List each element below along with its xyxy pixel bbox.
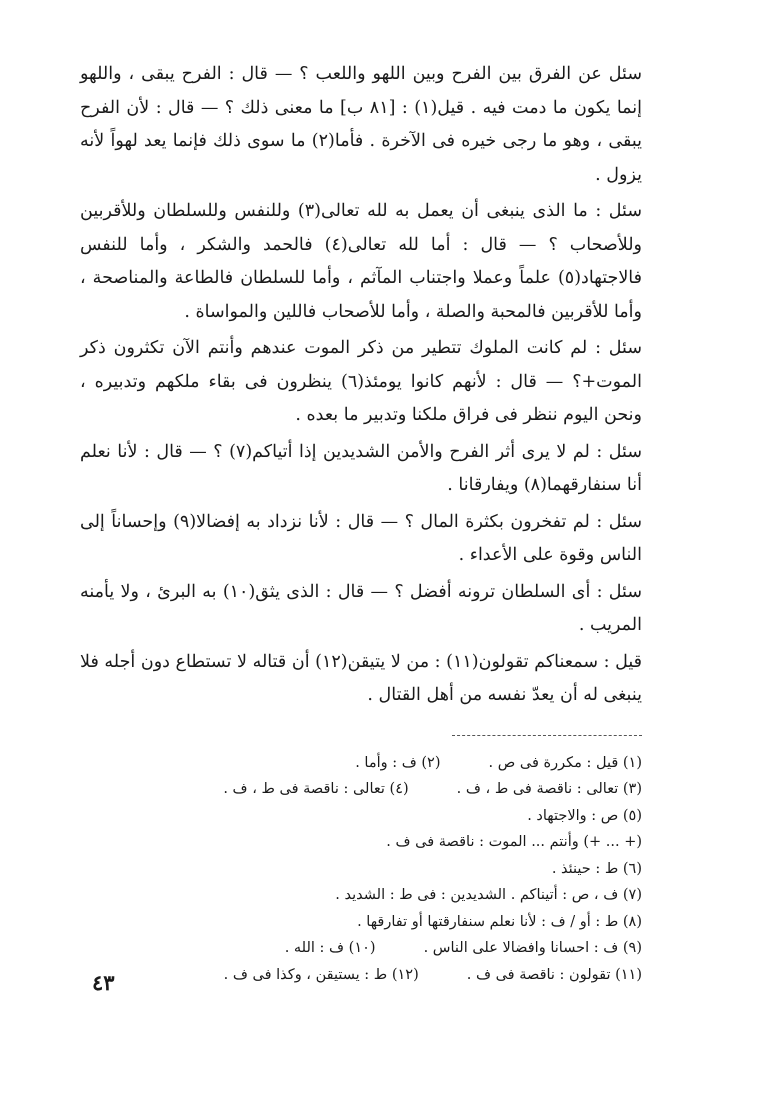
footnote: (١٠) ف : الله .: [284, 940, 376, 956]
footnote: (٩) ف : احسانا وافضالا على الناس .: [423, 940, 642, 956]
footnote: (٤) تعالى : ناقصة فى ط ، ف .: [223, 781, 409, 797]
footnote-line: [80, 856, 642, 883]
page-number: ٤٣: [92, 970, 115, 995]
footnote-line: [80, 962, 642, 989]
footnote: (٧) ف ، ص : أتيناكم . الشديدين : فى ط : الشديد .: [335, 887, 642, 903]
footnote-line: [80, 882, 642, 909]
footnotes: [80, 750, 642, 989]
footnote: (٨) ط : أو / ف : لأنا نعلم سنفارقتها أو تفارقها .: [357, 913, 642, 930]
footnote-line: [80, 909, 642, 936]
footnote: (٦) ط : حينئذ .: [551, 860, 642, 877]
footnote: (١) قيل : مكررة فى ص .: [488, 754, 642, 771]
paragraph: قيل : سمعناكم تقولون(١١) : من لا يتيقن(١٢) أن قتاله لا تستطاع دون أجله فلا ينبغى له أن يعدّ نفسه من أهل القتال .: [80, 651, 642, 705]
footnote: (+ ... +) وأنتم ... الموت : ناقصة فى ف .: [386, 834, 642, 850]
footnote: (١١) تقولون : ناقصة فى ف .: [466, 966, 642, 983]
paragraph: سئل : لم كانت الملوك تتطير من ذكر الموت عندهم وأنتم الآن تكثرون ذكر الموت+؟ — قال : لأنهم كانوا يومئذ(٦) ينظرون فى بقاء ملكهم وتدبيره ، ونحن اليوم ننظر فى فراق ملكنا وتدبير ما بعده .: [80, 338, 642, 425]
footnote: (٣) تعالى : ناقصة فى ط ، ف .: [456, 781, 642, 797]
paragraph: سئل عن الفرق بين الفرح وبين اللهو واللعب ؟ — قال : الفرح يبقى ، واللهو إنما يكون ما دمت فيه . قيل(١) : [٨١ ب] ما معنى ذلك ؟ — قال : لأن الفرح يبقى ، وهو ما رجى خيره فى الآخرة . فأما(٢) ما سوى ذلك فإنما يعد لهواً لأنه يزول .: [80, 64, 642, 185]
paragraph: سئل : أى السلطان ترونه أفضل ؟ — قال : الذى يثق(١٠) به البرئ ، ولا يأمنه المريب .: [80, 581, 642, 635]
footnote-divider: [452, 735, 642, 736]
footnote-line: [80, 935, 642, 962]
body-text: [80, 58, 642, 713]
paragraph: سئل : لم لا يرى أثر الفرح والأمن الشديدين إذا أتياكم(٧) ؟ — قال : لأنا نعلم أنا سنفارقهما(٨) ويفارقانا .: [80, 441, 642, 495]
paragraph: سئل : ما الذى ينبغى أن يعمل به لله تعالى(٣) وللنفس وللسلطان وللأقربين وللأصحاب ؟ — قال : أما لله تعالى(٤) فالحمد والشكر ، وأما للنفس فالاجتهاد(٥) علماً وعملا واجتناب المآثم ، وأما للسلطان فالطاعة والمناصحة ، وأما للأقربين فالمحبة والصلة ، وأما للأصحاب فاللين والمواساة .: [80, 201, 643, 322]
footnote-line: [80, 829, 642, 856]
footnote-line: [80, 803, 642, 830]
footnote-line: [80, 776, 642, 803]
paragraph: سئل : لم تفخرون بكثرة المال ؟ — قال : لأنا نزداد به إفضالا(٩) وإحساناً إلى الناس وقوة على الأعداء .: [80, 511, 642, 565]
footnote: (٢) ف : وأما .: [355, 754, 441, 771]
footnote: (١٢) ط : يستيقن ، وكذا فى ف .: [223, 966, 419, 983]
footnote: (٥) ص : والاجتهاد .: [527, 807, 642, 824]
footnote-line: [80, 750, 642, 777]
